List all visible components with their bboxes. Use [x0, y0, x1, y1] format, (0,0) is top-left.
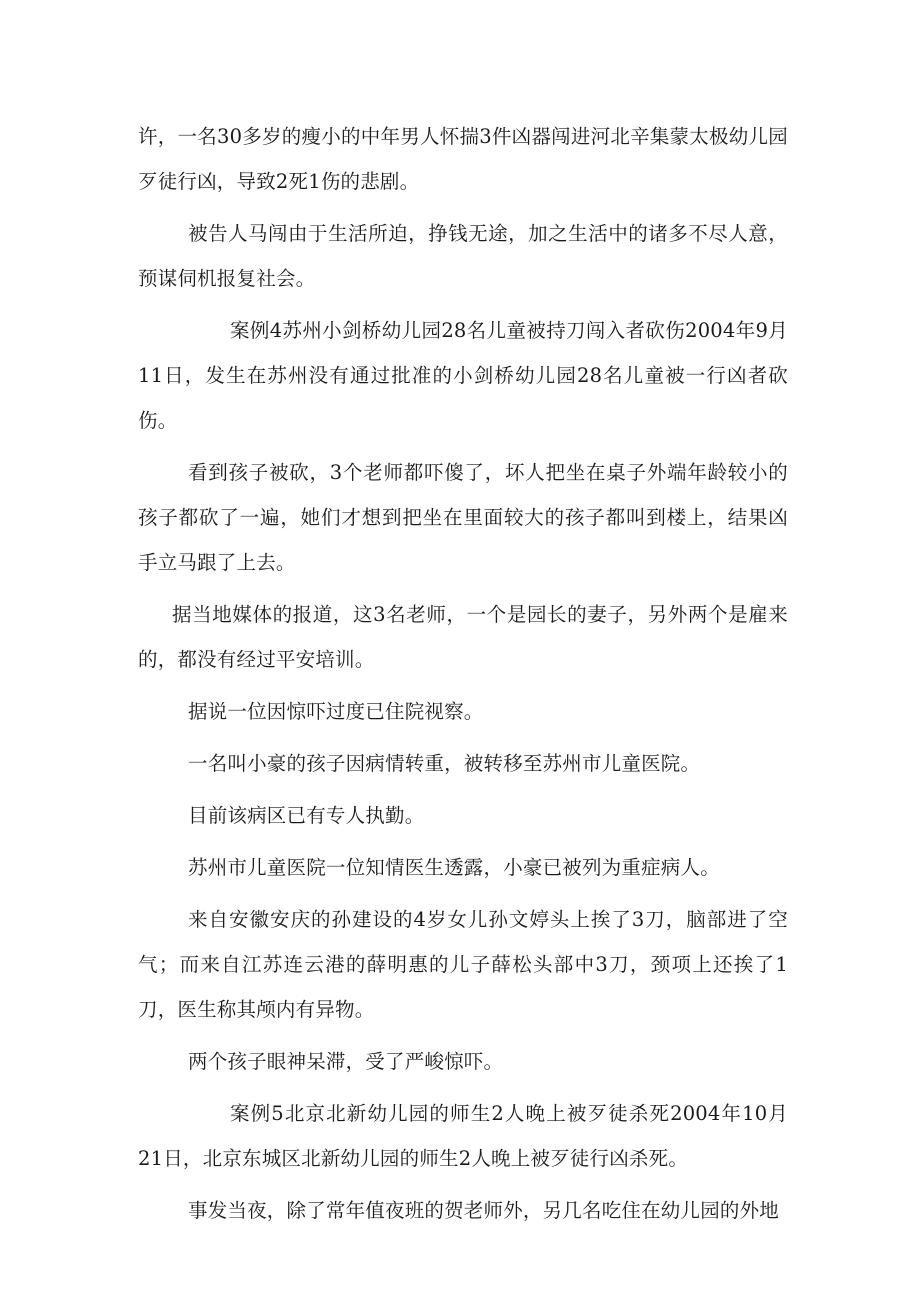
- paragraph-3-case-4: 案例4苏州小剑桥幼儿园28名儿童被持刀闯入者砍伤2004年9月11日，发生在苏州没有通过批准的小剑桥幼儿园28名儿童被一行凶者砍伤。: [138, 319, 788, 432]
- paragraph-12-case-5: 案例5北京北新幼儿园的师生2人晚上被歹徒杀死2004年10月21日，北京东城区北新幼儿园的师生2人晚上被歹徒行凶杀死。: [138, 1102, 788, 1170]
- paragraph-7: 一名叫小豪的孩子因病情转重，被转移至苏州市儿童医院。: [188, 752, 701, 775]
- paragraph-4: 看到孩子被砍，3个老师都吓傻了，坏人把坐在桌子外端年龄较小的孩子都砍了一遍，她们才想到把坐在里面较大的孩子都叫到楼上，结果凶手立马跟了上去。: [138, 461, 788, 574]
- paragraph-2: 被告人马闯由于生活所迫，挣钱无途，加之生活中的诸多不尽人意，预谋伺机报复社会。: [138, 222, 788, 290]
- paragraph-13: 事发当夜，除了常年值夜班的贺老师外，另几名吃住在幼儿园的外地: [188, 1199, 780, 1222]
- paragraph-9: 苏州市儿童医院一位知情医生透露，小豪已被列为重症病人。: [188, 856, 720, 879]
- paragraph-5: 据当地媒体的报道，这3名老师，一个是园长的妻子，另外两个是雇来的，都没有经过平安培训。: [138, 603, 788, 671]
- paragraph-10: 来自安徽安庆的孙建设的4岁女儿孙文婷头上挨了3刀，脑部进了空气；而来自江苏连云港的薛明惠的儿子薛松头部中3刀，颈项上还挨了1刀，医生称其颅内有异物。: [138, 908, 788, 1021]
- document-body: [138, 114, 788, 1240]
- paragraph-11: 两个孩子眼神呆滞，受了严峻惊吓。: [188, 1050, 504, 1073]
- paragraph-6: 据说一位因惊吓过度已住院视察。: [188, 700, 484, 723]
- paragraph-8: 目前该病区已有专人执勤。: [188, 804, 425, 827]
- paragraph-1: 许，一名30多岁的瘦小的中年男人怀揣3件凶器闯进河北辛集蒙太极幼儿园歹徒行凶，导致2死1伤的悲剧。: [138, 125, 788, 193]
